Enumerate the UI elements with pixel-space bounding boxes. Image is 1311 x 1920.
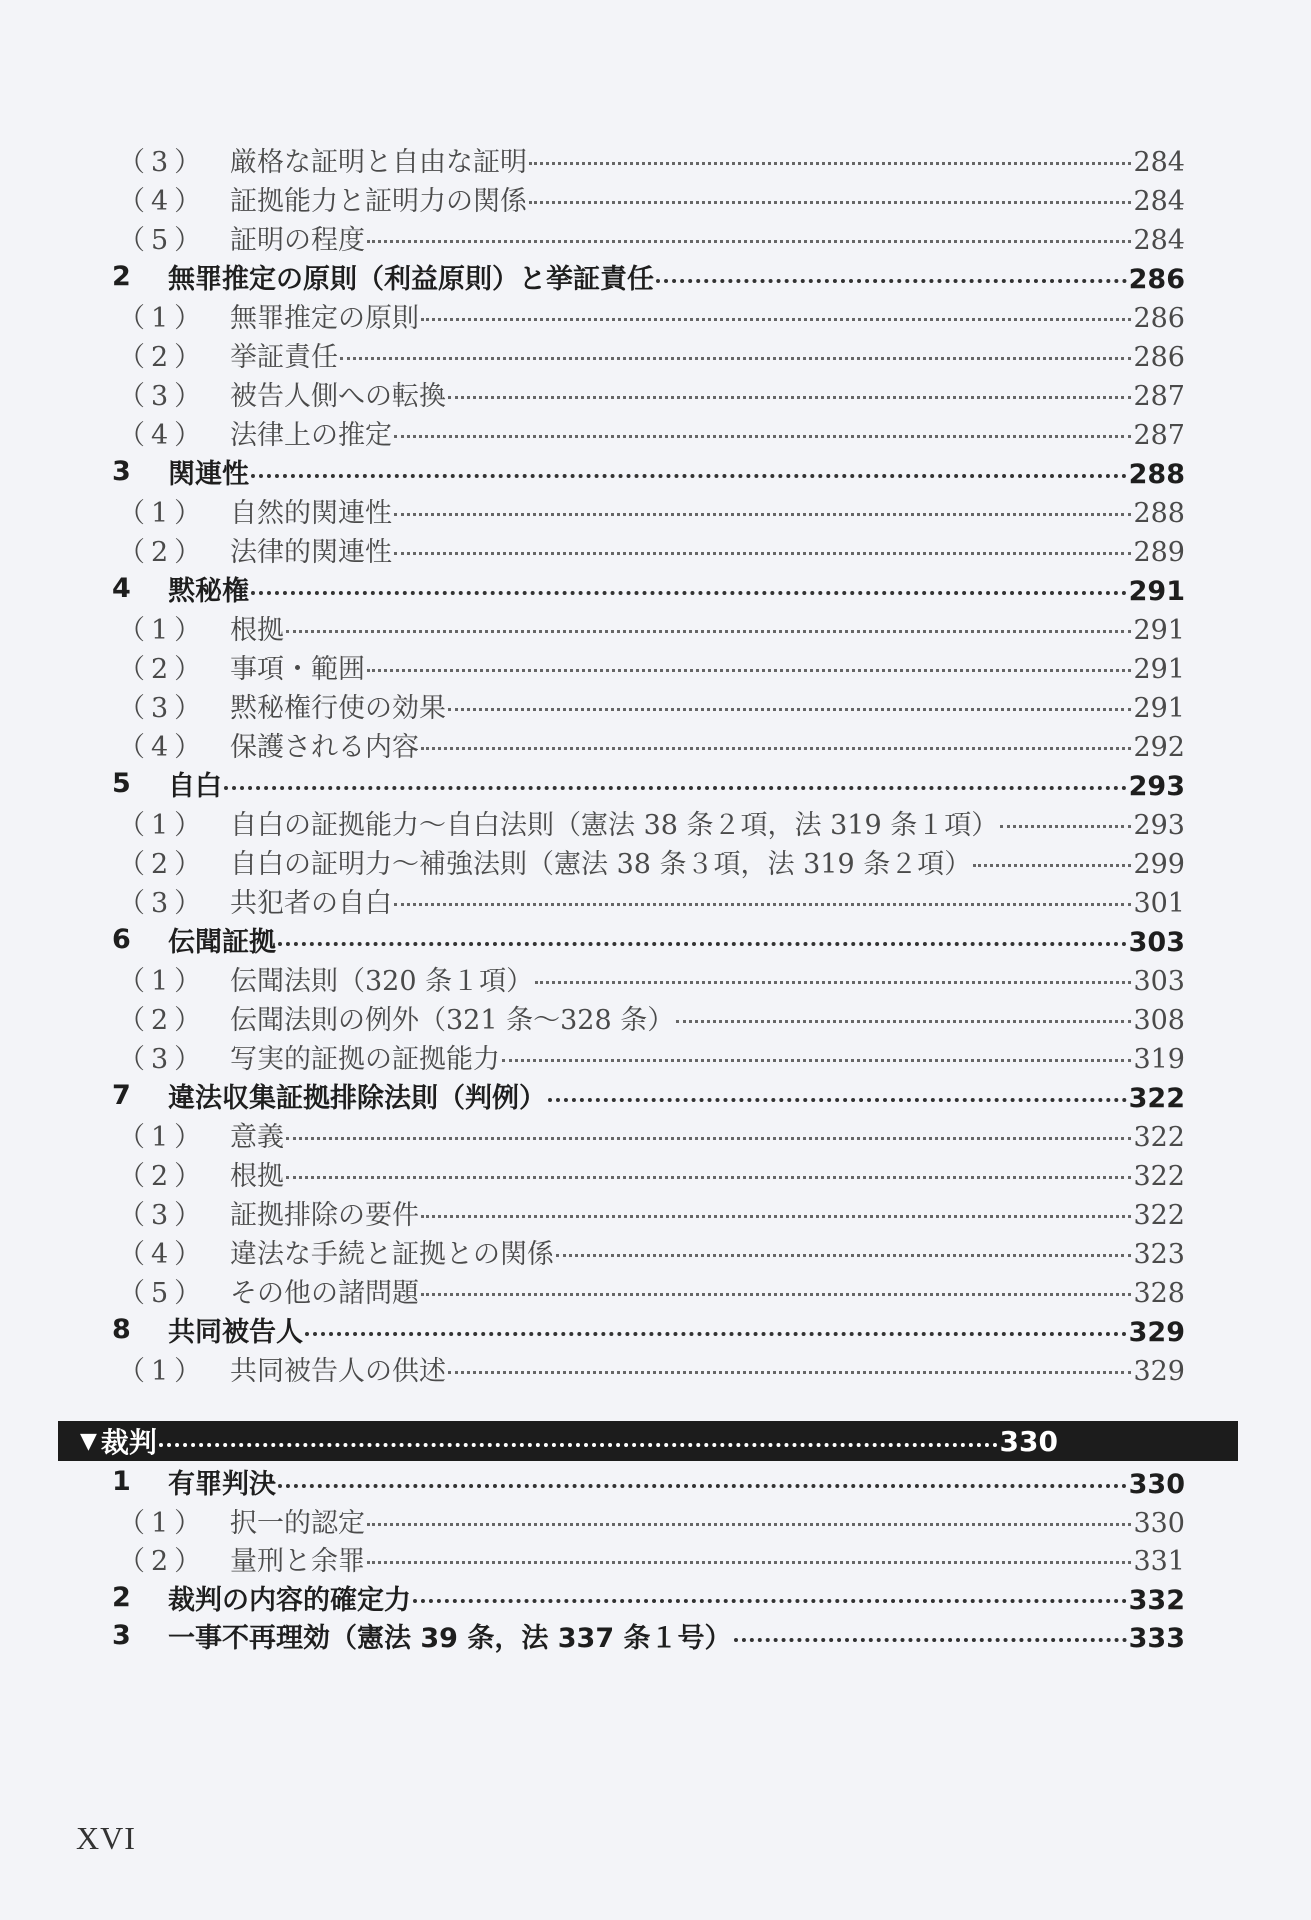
leader-dots	[656, 279, 1127, 283]
entry-title: 共犯者の自白	[230, 888, 392, 919]
toc-section-entry[interactable]	[0, 1578, 1311, 1617]
leader-dots	[367, 1561, 1131, 1564]
entry-number: （3）	[118, 693, 208, 724]
leader-dots	[340, 357, 1131, 360]
entry-number: （3）	[118, 147, 208, 178]
leader-dots	[278, 1484, 1127, 1488]
entry-line	[230, 1349, 1185, 1388]
entry-number: 8	[112, 1314, 131, 1345]
entry-title: 根拠	[230, 1161, 284, 1192]
entry-title: 法律的関連性	[230, 537, 392, 568]
entry-number: （4）	[118, 1239, 208, 1270]
entry-line	[168, 569, 1185, 608]
entry-line	[230, 1501, 1185, 1540]
entry-line	[168, 1462, 1185, 1501]
entry-title: 裁判の内容的確定力	[168, 1584, 411, 1616]
entry-page-number: 331	[1133, 1546, 1185, 1577]
toc-subsection-entry[interactable]	[0, 1154, 1311, 1193]
toc-subsection-entry[interactable]	[0, 413, 1311, 452]
entry-line	[230, 1193, 1185, 1232]
entry-line	[230, 803, 1185, 842]
leader-dots	[535, 981, 1131, 984]
entry-page-number: 303	[1128, 927, 1185, 958]
entry-title: その他の諸問題	[230, 1278, 419, 1309]
leader-dots	[529, 201, 1131, 204]
toc-subsection-entry[interactable]	[0, 296, 1311, 335]
toc-subsection-entry[interactable]	[0, 374, 1311, 413]
leader-dots	[448, 396, 1131, 399]
toc-subsection-entry[interactable]	[0, 1232, 1311, 1271]
entry-line	[168, 452, 1185, 491]
toc-subsection-entry[interactable]	[0, 608, 1311, 647]
entry-number: 3	[112, 456, 131, 487]
chapter-page-number: 330	[999, 1424, 1058, 1458]
entry-title: 保護される内容	[230, 732, 419, 763]
leader-dots	[251, 591, 1127, 595]
entry-title: 黙秘権	[168, 576, 249, 607]
entry-page-number: 291	[1133, 654, 1185, 685]
toc-subsection-entry[interactable]	[0, 530, 1311, 569]
entry-page-number: 322	[1128, 1083, 1185, 1114]
entry-page-number: 286	[1133, 342, 1185, 373]
entry-page-number: 332	[1128, 1584, 1185, 1616]
entry-number: （4）	[118, 420, 208, 451]
toc-subsection-entry[interactable]	[0, 335, 1311, 374]
toc-subsection-entry[interactable]	[0, 1349, 1311, 1388]
entry-line	[230, 1539, 1185, 1578]
entry-number: （5）	[118, 225, 208, 256]
entry-line	[230, 530, 1185, 569]
entry-line	[230, 842, 1185, 881]
entry-line	[168, 764, 1185, 803]
leader-dots	[448, 1371, 1131, 1374]
entry-page-number: 293	[1128, 771, 1185, 802]
entry-page-number: 293	[1133, 810, 1185, 841]
entry-line	[230, 1154, 1185, 1193]
entry-title: 共同被告人	[168, 1317, 303, 1348]
triangle-down-icon: ▼	[80, 1428, 97, 1454]
entry-title: 自然的関連性	[230, 498, 392, 529]
entry-line	[230, 140, 1185, 179]
entry-page-number: 291	[1128, 576, 1185, 607]
entry-line	[168, 1578, 1185, 1617]
entry-title: 証明の程度	[230, 225, 365, 256]
entry-line	[230, 179, 1185, 218]
entry-line	[230, 218, 1185, 257]
entry-title: 一事不再理効（憲法 39 条，法 337 条１号）	[168, 1623, 732, 1654]
leader-dots	[367, 669, 1131, 672]
entry-title: 伝聞法則の例外（321 条～328 条）	[230, 1005, 675, 1036]
toc-section-entry[interactable]	[0, 1076, 1311, 1115]
entry-line	[230, 959, 1185, 998]
entry-title: 法律上の推定	[230, 420, 392, 451]
leader-dots	[394, 513, 1131, 516]
entry-page-number: 303	[1133, 966, 1185, 997]
entry-title: 伝聞証拠	[168, 927, 276, 958]
leader-dots	[224, 786, 1127, 790]
entry-number: （4）	[118, 732, 208, 763]
entry-title: 厳格な証明と自由な証明	[230, 147, 527, 178]
entry-title: 根拠	[230, 615, 284, 646]
entry-number: 2	[112, 261, 131, 292]
entry-number: （2）	[118, 654, 208, 685]
leader-dots	[367, 240, 1131, 243]
entry-page-number: 322	[1133, 1161, 1185, 1192]
entry-line	[230, 296, 1185, 335]
toc-subsection-entry[interactable]	[0, 842, 1311, 881]
entry-page-number: 284	[1133, 225, 1185, 256]
entry-line	[168, 257, 1185, 296]
entry-title: 証拠排除の要件	[230, 1200, 419, 1231]
entry-page-number: 289	[1133, 537, 1185, 568]
entry-title: 量刑と余罪	[230, 1546, 365, 1577]
toc-subsection-entry[interactable]	[0, 1271, 1311, 1310]
entry-number: （2）	[118, 1005, 208, 1036]
entry-page-number: 330	[1128, 1469, 1185, 1500]
entry-title: 事項・範囲	[230, 654, 365, 685]
entry-title: 共同被告人の供述	[230, 1356, 446, 1387]
entry-page-number: 286	[1128, 264, 1185, 295]
leader-dots	[286, 630, 1131, 633]
entry-number: 4	[112, 573, 131, 604]
entry-line	[230, 1115, 1185, 1154]
leader-dots	[529, 162, 1131, 165]
entry-title: 黙秘権行使の効果	[230, 693, 446, 724]
entry-page-number: 308	[1133, 1005, 1185, 1036]
leader-dots	[676, 1020, 1131, 1023]
entry-page-number: 299	[1133, 849, 1185, 880]
entry-number: （1）	[118, 1122, 208, 1153]
entry-title: 有罪判決	[168, 1469, 276, 1500]
entry-number: （1）	[118, 810, 208, 841]
toc-subsection-entry[interactable]	[0, 1037, 1311, 1076]
leader-dots	[734, 1638, 1127, 1642]
entry-page-number: 328	[1133, 1278, 1185, 1309]
toc-section-entry[interactable]	[0, 764, 1311, 803]
leader-dots	[502, 1059, 1131, 1062]
toc-subsection-entry[interactable]	[0, 1115, 1311, 1154]
toc-subsection-entry[interactable]	[0, 1193, 1311, 1232]
entry-number: （3）	[118, 888, 208, 919]
entry-number: （4）	[118, 186, 208, 217]
entry-page-number: 284	[1133, 147, 1185, 178]
entry-number: （1）	[118, 966, 208, 997]
entry-number: （2）	[118, 849, 208, 880]
leader-dots	[548, 1098, 1127, 1102]
toc-subsection-entry[interactable]	[0, 647, 1311, 686]
entry-number: （1）	[118, 615, 208, 646]
toc-subsection-entry[interactable]	[0, 959, 1311, 998]
entry-number: （5）	[118, 1278, 208, 1309]
leader-dots	[251, 474, 1127, 478]
toc-subsection-entry[interactable]	[0, 686, 1311, 725]
leader-dots	[305, 1332, 1127, 1336]
entry-page-number: 333	[1128, 1623, 1185, 1654]
entry-title: 自白の証明力～補強法則（憲法 38 条３項，法 319 条２項）	[230, 849, 972, 880]
leader-dots	[278, 942, 1127, 946]
entry-line	[230, 335, 1185, 374]
leader-dots	[421, 318, 1131, 321]
leader-dots	[286, 1137, 1131, 1140]
entry-line	[230, 881, 1185, 920]
toc-section-entry[interactable]	[0, 1310, 1311, 1349]
toc-subsection-entry[interactable]	[0, 1501, 1311, 1540]
toc-section-entry[interactable]	[0, 920, 1311, 959]
toc-subsection-entry[interactable]	[0, 1539, 1311, 1578]
entry-title: 違法収集証拠排除法則（判例）	[168, 1083, 546, 1114]
chapter-title: 裁判	[100, 1426, 157, 1459]
entry-page-number: 322	[1133, 1122, 1185, 1153]
entry-number: 7	[112, 1080, 131, 1111]
entry-page-number: 291	[1133, 693, 1185, 724]
toc-subsection-entry[interactable]	[0, 179, 1311, 218]
entry-line	[168, 1616, 1185, 1655]
entry-number: （3）	[118, 1200, 208, 1231]
entry-number: （2）	[118, 537, 208, 568]
entry-number: （1）	[118, 1356, 208, 1387]
entry-line	[230, 1232, 1185, 1271]
toc-section-entry[interactable]	[0, 452, 1311, 491]
entry-line	[230, 725, 1185, 764]
entry-page-number: 288	[1128, 459, 1185, 490]
entry-title: 写実的証拠の証拠能力	[230, 1044, 500, 1075]
entry-number: （1）	[118, 1507, 208, 1539]
leader-dots	[421, 1215, 1131, 1218]
entry-page-number: 329	[1133, 1356, 1185, 1387]
entry-title: 挙証責任	[230, 342, 338, 373]
toc-subsection-entry[interactable]	[0, 218, 1311, 257]
entry-number: （2）	[118, 1546, 208, 1577]
entry-page-number: 287	[1133, 381, 1185, 412]
entry-title: 関連性	[168, 459, 249, 490]
entry-page-number: 330	[1133, 1507, 1185, 1539]
entry-number: 2	[112, 1581, 131, 1613]
entry-page-number: 323	[1133, 1239, 1185, 1270]
entry-line	[230, 608, 1185, 647]
entry-title: 伝聞法則（320 条１項）	[230, 966, 534, 997]
toc-subsection-entry[interactable]	[0, 491, 1311, 530]
entry-number: 6	[112, 924, 131, 955]
entry-number: （1）	[118, 303, 208, 334]
entry-number: 5	[112, 768, 131, 799]
entry-title: 無罪推定の原則	[230, 303, 419, 334]
leader-dots	[367, 1523, 1131, 1526]
leader-dots	[394, 552, 1131, 555]
entry-page-number: 329	[1128, 1317, 1185, 1348]
entry-title: 違法な手続と証拠との関係	[230, 1239, 554, 1270]
leader-dots	[448, 708, 1131, 711]
entry-number: （2）	[118, 1161, 208, 1192]
entry-page-number: 288	[1133, 498, 1185, 529]
entry-line	[230, 1037, 1185, 1076]
entry-number: （2）	[118, 342, 208, 373]
entry-line	[230, 413, 1185, 452]
toc-subsection-entry[interactable]	[0, 803, 1311, 842]
entry-title: 証拠能力と証明力の関係	[230, 186, 527, 217]
leader-dots	[556, 1254, 1131, 1257]
leader-dots	[394, 435, 1131, 438]
entry-page-number: 286	[1133, 303, 1185, 334]
page-folio: XVI	[76, 1820, 136, 1856]
entry-number: （3）	[118, 1044, 208, 1075]
entry-line	[230, 998, 1185, 1037]
entry-page-number: 301	[1133, 888, 1185, 919]
entry-number: 1	[112, 1466, 131, 1497]
toc-subsection-entry[interactable]	[0, 998, 1311, 1037]
leader-dots	[413, 1599, 1127, 1603]
entry-title: 自白	[168, 771, 222, 802]
entry-page-number: 291	[1133, 615, 1185, 646]
entry-title: 択一的認定	[230, 1507, 365, 1539]
toc-section-entry[interactable]	[0, 569, 1311, 608]
entry-title: 無罪推定の原則（利益原則）と挙証責任	[168, 264, 654, 295]
leader-dots	[973, 864, 1131, 867]
toc-subsection-entry[interactable]	[0, 140, 1311, 179]
entry-line	[168, 920, 1185, 959]
entry-page-number: 287	[1133, 420, 1185, 451]
entry-line	[230, 647, 1185, 686]
entry-title: 被告人側への転換	[230, 381, 446, 412]
leader-dots	[421, 747, 1131, 750]
toc-section-entry[interactable]	[0, 1462, 1311, 1501]
entry-page-number: 292	[1133, 732, 1185, 763]
entry-title: 意義	[230, 1122, 284, 1153]
entry-number: （3）	[118, 381, 208, 412]
entry-page-number: 284	[1133, 186, 1185, 217]
entry-line	[168, 1310, 1185, 1349]
toc-subsection-entry[interactable]	[0, 725, 1311, 764]
entry-line	[230, 374, 1185, 413]
leader-dots	[421, 1293, 1131, 1296]
leader-dots	[394, 903, 1131, 906]
entry-page-number: 319	[1133, 1044, 1185, 1075]
leader-dots	[286, 1176, 1131, 1179]
toc-subsection-entry[interactable]	[0, 881, 1311, 920]
entry-page-number: 322	[1133, 1200, 1185, 1231]
leader-dots	[1000, 825, 1131, 828]
entry-number: （1）	[118, 498, 208, 529]
toc-section-entry[interactable]	[0, 1616, 1311, 1655]
leader-dots	[159, 1443, 998, 1447]
entry-line	[230, 686, 1185, 725]
entry-title: 自白の証拠能力～自白法則（憲法 38 条２項，法 319 条１項）	[230, 810, 999, 841]
entry-number: 3	[112, 1620, 131, 1651]
entry-line	[230, 1271, 1185, 1310]
chapter-heading-bar[interactable]	[58, 1421, 1238, 1461]
entry-line	[230, 491, 1185, 530]
entry-line	[168, 1076, 1185, 1115]
toc-section-entry[interactable]	[0, 257, 1311, 296]
